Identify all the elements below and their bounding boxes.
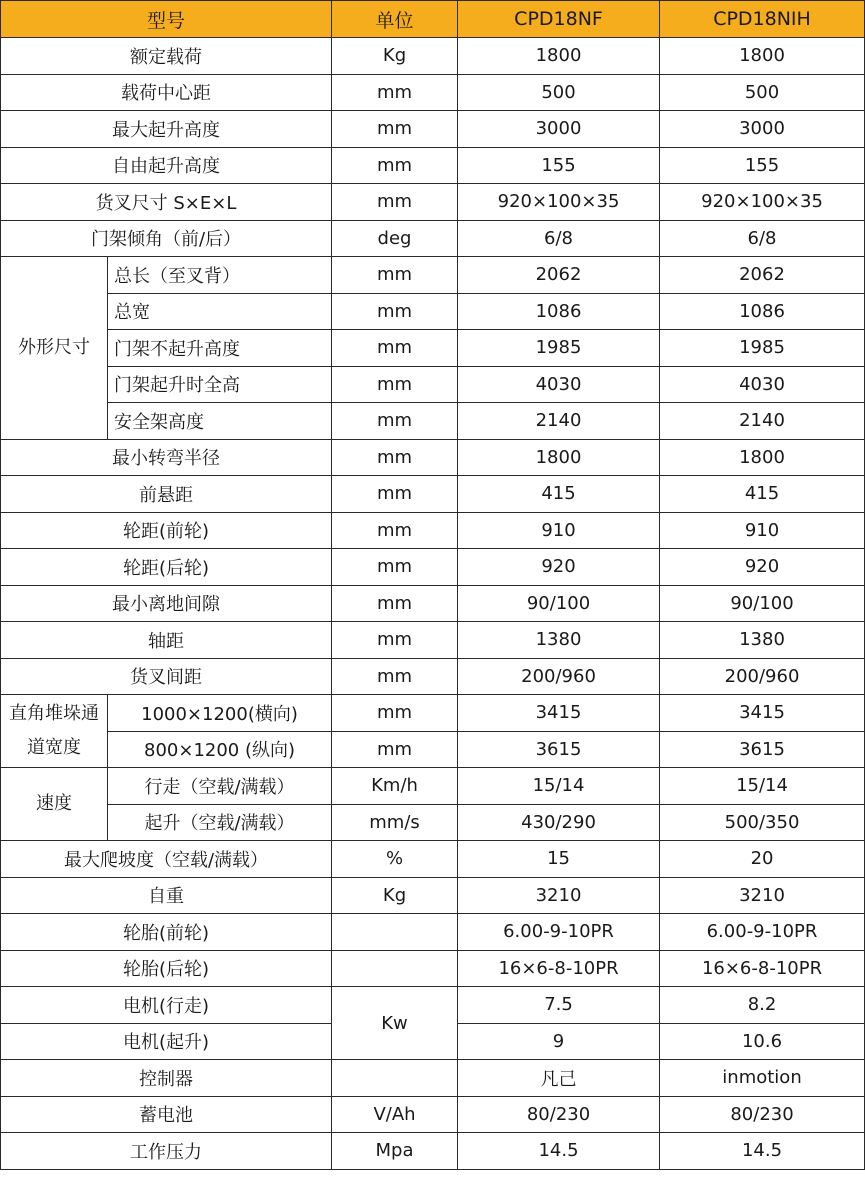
row-label: 门架倾角（前/后） [1,220,332,257]
row-value-a: 155 [458,147,660,184]
table-row [1,731,865,768]
row-value-b: 910 [660,512,865,549]
row-unit [332,1060,458,1097]
row-value-b: 920 [660,549,865,586]
row-value-b: 1086 [660,293,865,330]
row-value-a: 430/290 [458,804,660,841]
table-row [1,476,865,513]
row-unit [332,950,458,987]
table-row [1,1096,865,1133]
row-label: 轮胎(前轮) [1,914,332,951]
table-row [1,220,865,257]
row-label: 轮距(前轮) [1,512,332,549]
table-row [1,768,865,805]
row-value-b: 90/100 [660,585,865,622]
table-row [1,841,865,878]
row-value-b: 1800 [660,439,865,476]
row-value-a: 9 [458,1023,660,1060]
group-label-speed: 速度 [1,768,108,841]
row-value-a: 16×6-8-10PR [458,950,660,987]
table-row [1,38,865,75]
row-label: 行走（空载/满载） [108,768,332,805]
row-label: 总长（至叉背） [108,257,332,294]
row-unit [332,914,458,951]
row-value-a: 1800 [458,439,660,476]
row-unit-motor: Kw [332,987,458,1060]
row-label: 货叉间距 [1,658,332,695]
row-label: 自由起升高度 [1,147,332,184]
row-unit: mm [332,111,458,148]
row-value-b: 200/960 [660,658,865,695]
row-value-b: 14.5 [660,1133,865,1170]
row-value-b: 500/350 [660,804,865,841]
row-value-a: 1800 [458,38,660,75]
row-value-a: 415 [458,476,660,513]
row-value-a: 6/8 [458,220,660,257]
row-value-a: 910 [458,512,660,549]
row-value-a: 14.5 [458,1133,660,1170]
table-row [1,111,865,148]
row-unit: mm [332,439,458,476]
row-label: 电机(起升) [1,1023,332,1060]
row-label: 工作压力 [1,1133,332,1170]
row-label: 轮距(后轮) [1,549,332,586]
table-row [1,366,865,403]
row-value-b: 500 [660,74,865,111]
row-unit: mm [332,658,458,695]
header-col-a: CPD18NF [458,1,660,38]
row-value-b: 16×6-8-10PR [660,950,865,987]
row-value-b: inmotion [660,1060,865,1097]
row-value-a: 3000 [458,111,660,148]
row-value-b: 3615 [660,731,865,768]
row-label: 1000×1200(横向) [108,695,332,732]
row-unit: Km/h [332,768,458,805]
row-value-b: 1800 [660,38,865,75]
row-unit: mm [332,695,458,732]
row-value-a: 920 [458,549,660,586]
table-row [1,439,865,476]
group-label-dimensions: 外形尺寸 [1,257,108,440]
row-value-b: 6/8 [660,220,865,257]
table-row [1,658,865,695]
row-label: 安全架高度 [108,403,332,440]
row-value-b: 155 [660,147,865,184]
row-value-a: 200/960 [458,658,660,695]
row-label: 控制器 [1,1060,332,1097]
row-label: 总宽 [108,293,332,330]
row-label: 最小转弯半径 [1,439,332,476]
table-row [1,950,865,987]
row-unit: mm [332,366,458,403]
row-value-b: 20 [660,841,865,878]
group-label-aisle-width: 直角堆垛通道宽度 [1,695,108,768]
row-label: 最大起升高度 [1,111,332,148]
table-row [1,330,865,367]
row-value-a: 80/230 [458,1096,660,1133]
header-col-b: CPD18NIH [660,1,865,38]
table-row [1,147,865,184]
row-unit: mm [332,476,458,513]
row-unit: mm [332,585,458,622]
table-row [1,257,865,294]
row-value-b: 15/14 [660,768,865,805]
row-value-a: 2062 [458,257,660,294]
row-unit: mm [332,147,458,184]
row-value-b: 1985 [660,330,865,367]
row-unit: Kg [332,38,458,75]
row-value-a: 15/14 [458,768,660,805]
row-value-b: 10.6 [660,1023,865,1060]
row-value-b: 8.2 [660,987,865,1024]
row-label: 轴距 [1,622,332,659]
row-value-b: 1380 [660,622,865,659]
row-unit: mm [332,293,458,330]
table-row [1,403,865,440]
row-label: 门架起升时全高 [108,366,332,403]
row-value-b: 3000 [660,111,865,148]
row-value-a: 2140 [458,403,660,440]
row-unit: mm/s [332,804,458,841]
row-label: 自重 [1,877,332,914]
table-row [1,804,865,841]
table-row [1,695,865,732]
row-label: 电机(行走) [1,987,332,1024]
row-label: 800×1200 (纵向) [108,731,332,768]
row-unit: mm [332,257,458,294]
row-unit: mm [332,622,458,659]
row-unit: mm [332,330,458,367]
table-row [1,549,865,586]
row-label: 蓄电池 [1,1096,332,1133]
row-label: 最小离地间隙 [1,585,332,622]
row-value-a: 3415 [458,695,660,732]
table-row [1,622,865,659]
row-label: 门架不起升高度 [108,330,332,367]
row-value-b: 6.00-9-10PR [660,914,865,951]
row-unit: mm [332,403,458,440]
row-label: 额定载荷 [1,38,332,75]
row-value-a: 6.00-9-10PR [458,914,660,951]
row-value-a: 15 [458,841,660,878]
row-unit: mm [332,512,458,549]
table-row [1,512,865,549]
table-row [1,293,865,330]
row-unit: Kg [332,877,458,914]
row-label: 前悬距 [1,476,332,513]
header-unit: 单位 [332,1,458,38]
row-value-b: 2062 [660,257,865,294]
row-label: 最大爬坡度（空载/满载） [1,841,332,878]
row-unit: mm [332,184,458,221]
row-value-a: 1380 [458,622,660,659]
row-value-b: 80/230 [660,1096,865,1133]
table-row [1,74,865,111]
row-unit: mm [332,731,458,768]
row-label: 轮胎(后轮) [1,950,332,987]
table-row [1,877,865,914]
row-value-b: 415 [660,476,865,513]
header-row [1,1,865,38]
row-value-a: 凡己 [458,1060,660,1097]
table-row [1,184,865,221]
row-unit: V/Ah [332,1096,458,1133]
row-unit: % [332,841,458,878]
header-model: 型号 [1,1,332,38]
row-label: 起升（空载/满载） [108,804,332,841]
table-row [1,585,865,622]
row-value-a: 4030 [458,366,660,403]
table-row [1,914,865,951]
row-value-a: 90/100 [458,585,660,622]
row-value-a: 1086 [458,293,660,330]
row-unit: Mpa [332,1133,458,1170]
row-unit: mm [332,74,458,111]
row-label: 载荷中心距 [1,74,332,111]
row-value-a: 3210 [458,877,660,914]
row-value-b: 920×100×35 [660,184,865,221]
row-value-b: 4030 [660,366,865,403]
row-value-a: 3615 [458,731,660,768]
row-unit: deg [332,220,458,257]
row-value-a: 500 [458,74,660,111]
row-value-a: 920×100×35 [458,184,660,221]
table-row [1,987,865,1024]
row-value-b: 3415 [660,695,865,732]
table-row [1,1133,865,1170]
table-row [1,1060,865,1097]
row-unit: mm [332,549,458,586]
row-value-a: 7.5 [458,987,660,1024]
row-label: 货叉尺寸 S×E×L [1,184,332,221]
row-value-a: 1985 [458,330,660,367]
row-value-b: 3210 [660,877,865,914]
row-value-b: 2140 [660,403,865,440]
